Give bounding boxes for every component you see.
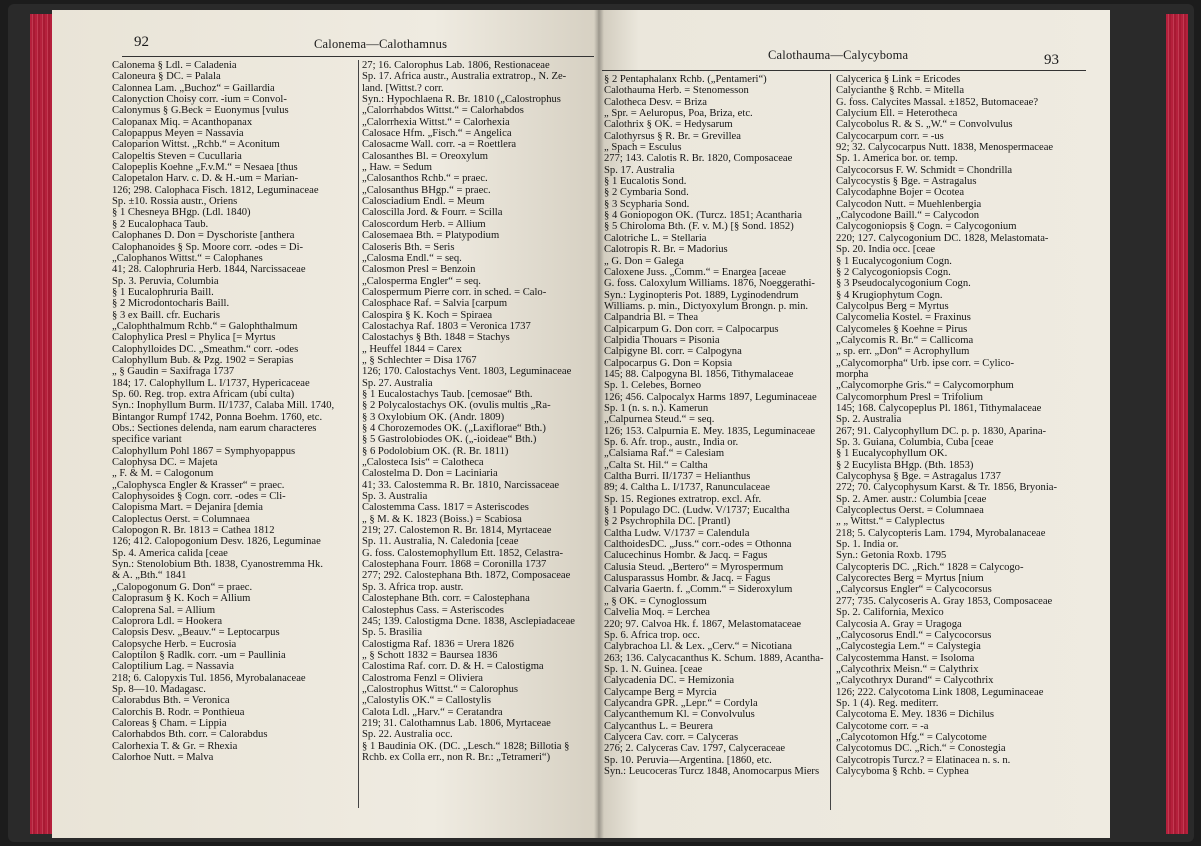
entry-line: Calusia Steud. „Bertero“ = Myrospermum (604, 561, 784, 573)
entry-line: Calycomeles § Koehne = Pirus (836, 323, 968, 335)
entry-line: Calorabdus Bth. = Veronica (112, 695, 230, 707)
entry-line: „ Haw. = Sedum (362, 162, 433, 174)
entry-line: „ Spach = Esculus (604, 142, 682, 154)
entry-line: & A. „Bth.“ 1841 (112, 570, 187, 582)
entry-line: Calopappus Meyen = Nassavia (112, 128, 244, 140)
entry-line: Calostephane Bth. corr. = Calostephana (362, 593, 530, 605)
entry-line: Syn.: Lyginopteris Pot. 1889, Lyginodendrum (604, 289, 799, 301)
entry-line: Calycerica § Link = Ericodes (836, 74, 961, 85)
entry-line: Calosmon Presl = Benzoin (362, 264, 476, 276)
entry-line: Sp. 1. N. Guinea. [ceae (604, 663, 703, 675)
entry-line: Sp. 11. Australia, N. Caledonia [ceae (362, 536, 519, 548)
entry-line: Calucechinus Hombr. & Jacq. = Fagus (604, 550, 768, 562)
entry-line: Calycostemma Hanst. = Isoloma (836, 652, 975, 664)
entry-line: 27; 16. Calorophus Lab. 1806, Restionaceae (362, 60, 550, 71)
entry-line: „ Spr. = Aeluropus, Poa, Briza, etc. (604, 108, 753, 120)
entry-line: Caloxene Juss. „Comm.“ = Enargea [aceae (604, 266, 786, 278)
entry-line: Sp. 27. Australia (362, 377, 433, 389)
entry-line: „ § OK. = Cynoglossum (604, 595, 707, 607)
entry-line: § 3 ex Baill. cfr. Eucharis (112, 309, 220, 321)
entry-line: Sp. 2. Amer. austr.: Columbia [ceae (836, 493, 987, 505)
entry-line: Sp. 1. India or. (836, 539, 899, 551)
entry-line: G. foss. Caloxylum Williams. 1876, Noeggerathi- (604, 278, 815, 290)
entry-line: Calosphace Raf. = Salvia [carpum (362, 298, 508, 310)
entry-line: Sp. 2. Australia (836, 414, 902, 426)
entry-line: § 5 Gastrolobiodes OK. („-ioideae“ Bth.) (362, 434, 537, 446)
entry-line: Calopeltis Steven = Cucullaria (112, 150, 242, 162)
entry-line: § 1 Baudinia OK. (DC. „Lesch.“ 1828; Billotia § (362, 740, 570, 752)
entry-line: Calostachya Raf. 1803 = Veronica 1737 (362, 320, 531, 332)
entry-line: Calophylica Presl = Phylica [= Myrtus (112, 332, 276, 344)
entry-line: § 1 Eucalostachys Taub. [cemosae“ Bth. (362, 388, 533, 400)
entry-line: „Calosteca Isis“ = Calotheca (362, 457, 484, 469)
right-head-rule (602, 70, 1086, 71)
entry-line: 184; 17. Calophyllum L. I/1737, Hypericaceae (112, 377, 310, 389)
right-column-1 (604, 74, 828, 822)
entry-line: Calvaria Gaertn. f. „Comm.“ = Sideroxylum (604, 584, 793, 596)
entry-line: Sp. 4. America calida [ceae (112, 547, 228, 559)
entry-line: Calostemma Cass. 1817 = Asteriscodes (362, 502, 529, 514)
entry-line: „ § Gaudin = Saxifraga 1737 (112, 366, 235, 378)
entry-line: Calycosia A. Gray = Uragoga (836, 618, 962, 630)
entry-line: § 2 Psychrophila DC. [Prantl) (604, 516, 731, 528)
entry-line: 277; 143. Calotis R. Br. 1820, Composaceae (604, 153, 793, 165)
entry-line: Calostachys § Bth. 1848 = Stachys (362, 332, 510, 344)
entry-line: Caloscilla Jord. & Fourr. = Scilla (362, 207, 503, 219)
entry-line: Calophysa DC. = Majeta (112, 457, 218, 469)
left-column-divider (358, 60, 359, 808)
left-page-edges (30, 14, 52, 834)
entry-line: Calopetalon Harv. c. D. & H.-um = Marian- (112, 173, 299, 185)
entry-line: Calycocystis § Bge. = Astragalus (836, 176, 977, 188)
entry-line: Caloplectus Oerst. = Columnaea (112, 513, 250, 525)
entry-line: § 1 Eucalotis Sond. (604, 176, 687, 188)
entry-line: § 2 Eucalophaca Taub. (112, 218, 209, 230)
entry-line: 126; 456. Calpocalyx Harms 1897, Leguminaceae (604, 391, 817, 403)
entry-line: Sp. 1 (4). Reg. mediterr. (836, 697, 939, 709)
open-book (8, 4, 1194, 842)
left-running-head: Calonema—Calothamnus (314, 37, 448, 51)
entry-line: Calotropis R. Br. = Madorius (604, 244, 728, 256)
entry-line: Calycium Ell. = Heterotheca (836, 108, 958, 120)
entry-line: 145; 168. Calycopeplus Pl. 1861, Tithymalaceae (836, 402, 1042, 414)
entry-line: Caloprora Ldl. = Hookera (112, 615, 223, 627)
entry-line: G. foss. Calostemophyllum Ett. 1852, Celastra- (362, 547, 563, 559)
entry-line: § 1 Eucalophruria Baill. (112, 286, 214, 298)
entry-line: Calorhexia T. & Gr. = Rhexia (112, 740, 238, 752)
entry-line: „Calycodone Baill.“ = Calycodon (836, 210, 980, 222)
entry-line: Calycyboma § Rchb. = Cyphea (836, 765, 969, 777)
entry-line: 277; 735. Calycoseris A. Gray 1853, Composaceae (836, 595, 1053, 607)
entry-line: § 2 Calycogoniopsis Cogn. (836, 266, 951, 278)
entry-line: Calycogoniopsis § Cogn. = Calycogonium (836, 221, 1017, 233)
entry-line: Calospira § K. Koch = Spiraea (362, 309, 493, 321)
entry-line: Sp. 1. America bor. or. temp. (836, 153, 958, 165)
entry-line: Calothrix § OK. = Hedysarum (604, 119, 733, 131)
entry-line: Caloscordum Herb. = Allium (362, 218, 486, 230)
right-page (598, 10, 1110, 838)
entry-line: Caloprasum § K. Koch = Allium (112, 593, 251, 605)
entry-line: Calonyction Choisy corr. -ium = Convol- (112, 94, 287, 106)
entry-line: Calpocarpus G. Don = Kopsia (604, 357, 733, 369)
right-column-2 (836, 74, 1098, 822)
entry-line: Calopogon R. Br. 1813 = Cathea 1812 (112, 525, 275, 537)
entry-line: § 4 Chorozemodes OK. („Laxiflorae“ Bth.) (362, 423, 546, 434)
right-running-head: Calothauma—Calycyboma (768, 48, 909, 62)
entry-line: Calopanax Miq. = Acanthopanax (112, 116, 253, 128)
entry-line: 92; 32. Calycocarpus Nutt. 1838, Menospermaceae (836, 142, 1054, 154)
entry-line: Calopsis Desv. „Beauv.“ = Leptocarpus (112, 627, 280, 639)
entry-line: „Calosma Endl.“ = seq. (362, 252, 462, 264)
entry-line: Calycomelia Kostel. = Fraxinus (836, 312, 971, 324)
entry-line: Calycodon Nutt. = Muehlenbergia (836, 198, 982, 210)
entry-line: 219; 31. Calothamnus Lab. 1806, Myrtaceae (362, 717, 551, 729)
entry-line: Calycotomus DC. „Rich.“ = Conostegia (836, 743, 1006, 755)
entry-line: Calothauma Herb. = Stenomesson (604, 85, 749, 97)
entry-line: Sp. 20. India occ. [ceae (836, 244, 936, 256)
entry-line: Calycophysa § Bge. = Astragalus 1737 (836, 471, 1001, 483)
entry-line: „ Heuffel 1844 = Carex (362, 343, 462, 355)
entry-line: Calycanthus L. = Beurera (604, 720, 713, 732)
entry-line: Calycadenia DC. = Hemizonia (604, 675, 735, 687)
entry-line: CalthoidesDC. „Juss.“ corr.-odes = Othonna (604, 539, 792, 551)
entry-line: „Calycorsus Engler“ = Calycocorsus (836, 584, 992, 596)
entry-line: Syn.: Getonia Roxb. 1795 (836, 550, 947, 562)
entry-line: Calostigma Raf. 1836 = Urera 1826 (362, 638, 514, 650)
entry-line: Calorhabdos Bth. corr. = Calorabdus (112, 729, 268, 741)
entry-line: § 5 Chiroloma Bth. (F. v. M.) [§ Sond. 1852) (604, 221, 794, 233)
entry-line: „ § Schott 1832 = Baursea 1836 (362, 649, 498, 661)
entry-line: Calorchis B. Rodr. = Ponthieua (112, 706, 245, 718)
entry-line: Calycotome corr. = -a (836, 720, 929, 732)
entry-line: „Calorrhabdos Wittst.“ = Calorhabdos (362, 105, 524, 117)
entry-line: Calvelia Moq. = Lerchea (604, 607, 710, 619)
entry-line: Syn.: Hypochlaena R. Br. 1810 („Calostrophus (362, 94, 561, 106)
entry-line: Sp. 3. Guiana, Columbia, Cuba [ceae (836, 437, 994, 448)
entry-line: Sp. 15. Regiones extratrop. excl. Afr. (604, 493, 762, 505)
entry-line: „Calycothrix Meisn.“ = Calythrix (836, 663, 979, 675)
entry-line: 277; 292. Calostephana Bth. 1872, Composaceae (362, 570, 571, 582)
entry-line: Calosemaea Bth. = Platypodium (362, 230, 500, 242)
entry-line: Sp. 17. Africa austr., Australia extratrop., N. Ze- (362, 71, 567, 83)
entry-line: Calophysoides § Cogn. corr. -odes = Cli- (112, 491, 286, 503)
entry-line: Sp. 2. California, Mexico (836, 607, 944, 619)
entry-line: 41; 28. Calophruria Herb. 1844, Narcissaceae (112, 264, 306, 276)
entry-line: 89; 4. Caltha L. I/1737, Ranunculaceae (604, 482, 770, 494)
entry-line: 276; 2. Calyceras Cav. 1797, Calyceraceae (604, 743, 786, 755)
entry-line: Calophanes D. Don = Dyschoriste [anthera (112, 230, 295, 242)
entry-line: Calosace Hfm. „Fisch.“ = Angelica (362, 128, 512, 140)
entry-line: § 4 Goniopogon OK. (Turcz. 1851; Acantharia (604, 210, 802, 222)
entry-line: Calpicarpum G. Don corr. = Calpocarpus (604, 323, 779, 335)
entry-line: „Calsiama Raf.“ = Calesiam (604, 448, 725, 460)
entry-line: 126; 412. Calopogonium Desv. 1826, Leguminae (112, 536, 321, 548)
entry-line: 126; 153. Calpurnia E. Mey. 1835, Leguminaceae (604, 425, 816, 437)
entry-line: Sp. 17. Australia (604, 164, 675, 176)
entry-line: § 3 Oxylobium OK. (Andr. 1809) (362, 411, 505, 423)
entry-line: „Calosperma Engler“ = seq. (362, 275, 481, 287)
entry-line: Calostelma D. Don = Laciniaria (362, 468, 498, 480)
entry-line: „Calophthalmum Rchb.“ = Galophthalmum (112, 320, 298, 332)
entry-line: Sp. 6. Africa trop. occ. (604, 629, 700, 641)
entry-line: „ § M. & K. 1823 (Boiss.) = Scabiosa (362, 513, 522, 525)
right-page-edges (1166, 14, 1188, 834)
entry-line: Calostephus Cass. = Asteriscodes (362, 604, 504, 616)
entry-line: Calybrachoa Ll. & Lex. „Cerv.“ = Nicotiana (604, 641, 792, 653)
left-page-number: 92 (134, 34, 149, 50)
entry-line: § 3 Scypharia Sond. (604, 198, 690, 210)
entry-line: Calopeplis Koehne „F.v.M.“ = Nesaea [thus (112, 162, 298, 174)
entry-line: „Calycostegia Lem.“ = Calystegia (836, 641, 981, 653)
entry-line: Sp. 6. Afr. trop., austr., India or. (604, 437, 739, 448)
entry-line: § 4 Krugiophytum Cogn. (836, 289, 943, 301)
entry-line: „ § Schlechter = Disa 1767 (362, 354, 477, 366)
entry-line: „ G. Don = Galega (604, 255, 684, 267)
entry-line: 218; 6. Calopyxis Tul. 1856, Myrobalanaceae (112, 672, 306, 684)
entry-line: Calotheca Desv. = Briza (604, 96, 707, 108)
entry-line: Sp. 1. Celebes, Borneo (604, 380, 702, 392)
entry-line: 220; 127. Calycogonium DC. 1828, Melastomata- (836, 232, 1049, 244)
entry-line: § 2 Cymbaria Sond. (604, 187, 689, 199)
entry-line: 219; 27. Calostemon R. Br. 1814, Myrtaceae (362, 525, 552, 537)
entry-line: Calonema § Ldl. = Caladenia (112, 60, 237, 71)
entry-line: Sp. 10. Peruvia—Argentina. [1860, etc. (604, 754, 772, 766)
left-head-rule (122, 56, 594, 57)
entry-line: 126; 222. Calycotoma Link 1808, Leguminaceae (836, 686, 1044, 698)
entry-line: Calosanthes Bl. = Oreoxylum (362, 150, 489, 162)
entry-line: Calophyllum Bub. & Pzg. 1902 = Serapias (112, 354, 294, 366)
entry-line: Caloprena Sal. = Allium (112, 604, 216, 616)
entry-line: „ F. & M. = Calogonum (112, 468, 214, 480)
entry-line: 145; 88. Calpogyna Bl. 1856, Tithymalaceae (604, 368, 794, 380)
entry-line: Williams. p. min., Dictyoxylum Brongn. p. min. (604, 300, 809, 312)
entry-line: 245; 139. Calostigma Dcne. 1838, Asclepiadaceae (362, 615, 575, 627)
entry-line: Calycandra GPR. „Lepr.“ = Cordyla (604, 697, 758, 709)
entry-line: Calostroma Fenzl = Oliviera (362, 672, 484, 684)
entry-line: § 1 Eucalycophyllum OK. (836, 448, 948, 460)
entry-line: Caloptilium Lag. = Nassavia (112, 661, 234, 673)
entry-line: Calpidia Thouars = Pisonia (604, 334, 720, 346)
entry-line: „Calophysca Engler & Krasser“ = praec. (112, 479, 285, 491)
entry-line: Caltha Burri. II/1737 = Helianthus (604, 471, 751, 483)
entry-line: § 1 Eucalycogonium Cogn. (836, 255, 952, 267)
entry-line: Calosacme Wall. corr. -a = Roettlera (362, 139, 517, 151)
entry-line: § 2 Polycalostachys OK. (ovulis multis „Ra- (362, 400, 551, 412)
entry-line: Calycodaphne Bojer = Ocotea (836, 187, 965, 199)
entry-line: Syn.: Inophyllum Burm. II/1737, Calaba Mill. 1740, (112, 400, 335, 412)
entry-line: Calosciadium Endl. = Meum (362, 196, 485, 208)
entry-line: 267; 91. Calycophyllum DC. p. p. 1830, Aparina- (836, 425, 1047, 437)
entry-line: land. [Wittst.? corr. (362, 82, 444, 94)
entry-line: Calonymus § G.Beck = Euonymus [vulus (112, 105, 289, 117)
entry-line: Sp. 22. Australia occ. (362, 729, 453, 741)
entry-line: „Calostylis OK.“ = Callostylis (362, 695, 491, 707)
entry-line: Calycorectes Berg = Myrtus [nium (836, 573, 984, 585)
entry-line: Calycobolus R. & S. „W.“ = Convolvulus (836, 119, 1013, 131)
entry-line: 126; 170. Calostachys Vent. 1803, Leguminaceae (362, 366, 572, 378)
left-page (52, 10, 598, 838)
entry-line: Calycomorphum Presl = Trifolium (836, 391, 983, 403)
entry-line: Calycianthe § Rchb. = Mitella (836, 85, 965, 97)
entry-line: Calycotoma E. Mey. 1836 = Dichilus (836, 709, 994, 721)
entry-line: Calycoplectus Oerst. = Columnaea (836, 505, 984, 517)
right-page-number: 93 (1044, 52, 1059, 68)
entry-line: Calopsyche Herb. = Eucrosia (112, 638, 237, 650)
entry-line: 272; 70. Calycophysum Karst. & Tr. 1856, Bryonia- (836, 482, 1057, 494)
entry-line: Calpigyne Bl. corr. = Calpogyna (604, 346, 742, 358)
entry-line: „Calophanos Wittst.“ = Calophanes (112, 252, 263, 264)
entry-line: § 3 Pseudocalycogonium Cogn. (836, 278, 971, 290)
entry-line: 218; 5. Calycopteris Lam. 1794, Myrobalanaceae (836, 527, 1046, 539)
entry-line: Caloptilon § Radlk. corr. -um = Paullinia (112, 649, 286, 661)
entry-line: Sp. 3. Peruvia, Columbia (112, 275, 219, 287)
entry-line: Sp. 3. Africa trop. austr. (362, 581, 464, 593)
entry-line: Calycocorsus F. W. Schmidt = Chondrilla (836, 164, 1013, 176)
entry-line: Sp. 1 (n. s. n.). Kamerun (604, 402, 709, 414)
entry-line: „Calorrhexia Wittst.“ = Calorhexia (362, 116, 510, 128)
entry-line: Calycanthemum Kl. = Convolvulus (604, 709, 755, 721)
entry-line: Bintangor Rumpf 1742, Ponna Boehm. 1760, etc. (112, 411, 323, 423)
entry-line: Calycotropis Turcz.? = Elatinacea n. s. n. (836, 754, 1011, 766)
entry-line: Sp. 60. Reg. trop. extra Africam (ubi culta) (112, 388, 295, 400)
entry-line: § 2 Microdontocharis Baill. (112, 298, 230, 310)
entry-line: Calospermum Pierre corr. in sched. = Calo- (362, 286, 547, 298)
entry-line: Calycolpus Berg = Myrtus (836, 300, 949, 312)
entry-line: Calotriche L. = Stellaria (604, 232, 707, 244)
entry-line: Rchb. ex Colla err., non R. Br.: „Tetrameri“) (362, 751, 551, 763)
entry-line: § 1 Populago DC. (Ludw. V/1737; Eucaltha (604, 505, 790, 517)
entry-line: Sp. ±10. Rossia austr., Oriens (112, 196, 238, 208)
entry-line: Obs.: Sectiones delenda, nam earum characteres (112, 423, 317, 434)
entry-line: Calophanoides § Sp. Moore corr. -odes = Di- (112, 241, 304, 253)
entry-line: „Calycotomon Hfg.“ = Calycotome (836, 731, 987, 743)
entry-line: Sp. 3. Australia (362, 491, 428, 503)
entry-line: 263; 136. Calycacanthus K. Schum. 1889, Acantha- (604, 652, 824, 664)
entry-line: „Calosanthos Rchb.“ = praec. (362, 173, 488, 185)
entry-line: „Calycomis R. Br.“ = Callicoma (836, 334, 974, 346)
entry-line: „Calosanthus BHgp.“ = praec. (362, 184, 491, 196)
book-gutter (594, 10, 604, 838)
entry-line: Calycocarpum corr. = -us (836, 130, 944, 142)
entry-line: specifice variant (112, 434, 182, 446)
entry-line: „ „ Wittst.“ = Calyplectus (836, 516, 945, 528)
entry-line: Caloparion Wittst. „Rchb.“ = Aconitum (112, 139, 280, 151)
entry-line: § 6 Podolobium OK. (R. Br. 1811) (362, 445, 509, 457)
entry-line: Caloreas § Cham. = Lippia (112, 717, 227, 729)
entry-line: G. foss. Calycites Massal. ±1852, Butomaceae? (836, 96, 1039, 108)
left-column-1 (112, 60, 356, 818)
entry-line: Calonnea Lam. „Buchoz“ = Gaillardia (112, 82, 275, 94)
entry-line: Calorhoe Nutt. = Malva (112, 751, 214, 763)
entry-line: Calothyrsus § R. Br. = Grevillea (604, 130, 741, 142)
right-column-divider (830, 74, 831, 810)
entry-line: Calostephana Fourr. 1868 = Coronilla 1737 (362, 559, 547, 571)
entry-line: morpha (836, 368, 869, 380)
entry-line: „Calycothryx Durand“ = Calycothrix (836, 675, 994, 687)
entry-line: „Calpurnea Steud.“ = seq. (604, 414, 715, 426)
entry-line: „Calycosorus Endl.“ = Calycocorsus (836, 629, 992, 641)
entry-line: § 1 Chesneya BHgp. (Ldl. 1840) (112, 207, 251, 219)
entry-line: Calusparassus Hombr. & Jacq. = Fagus (604, 573, 771, 585)
entry-line: „Calycomorphe Gris.“ = Calycomorphum (836, 380, 1014, 392)
entry-line: Caloneura § DC. = Palala (112, 71, 221, 83)
entry-line: Sp. 5. Brasilia (362, 627, 423, 639)
entry-line: „ sp. err. „Don“ = Acrophyllum (836, 346, 970, 358)
entry-line: „Calycomorpha“ Urb. ipse corr. = Cylico- (836, 357, 1015, 369)
entry-line: Calopisma Mart. = Dejanira [demia (112, 502, 264, 514)
left-column-2 (362, 60, 598, 818)
entry-line: „Calostrophus Wittst.“ = Calorophus (362, 683, 519, 695)
entry-line: 126; 298. Calophaca Fisch. 1812, Leguminaceae (112, 184, 319, 196)
entry-line: Calycera Cav. corr. = Calyceras (604, 731, 739, 743)
entry-line: Caltha Ludw. V/1737 = Calendula (604, 527, 750, 539)
entry-line: 220; 97. Calvoa Hk. f. 1867, Melastomataceae (604, 618, 802, 630)
entry-line: Calpandria Bl. = Thea (604, 312, 699, 324)
entry-line: Calostima Raf. corr. D. & H. = Calostigma (362, 661, 544, 673)
entry-line: § 2 Eucylista BHgp. (Bth. 1853) (836, 459, 974, 471)
entry-line: Calycopteris DC. „Rich.“ 1828 = Calycogo- (836, 561, 1024, 573)
entry-line: Syn.: Leucoceras Turcz 1848, Anomocarpus Miers (604, 765, 820, 777)
entry-line: „Calopogonum G. Don“ = praec. (112, 581, 253, 593)
entry-line: Calophyllum Pohl 1867 = Symphyopappus (112, 445, 296, 457)
entry-line: Calota Ldl. „Harv.“ = Ceratandra (362, 706, 503, 718)
entry-line: Syn.: Stenolobium Bth. 1838, Cyanostremma Hk. (112, 559, 323, 571)
entry-line: Calophylloides DC. „Smeathm.“ corr. -odes (112, 343, 299, 355)
entry-line: Caloseris Bth. = Seris (362, 241, 455, 253)
entry-line: Calycampe Berg = Myrcia (604, 686, 717, 698)
entry-line: „Calta St. Hil.“ = Caltha (604, 459, 708, 471)
entry-line: Sp. 8—10. Madagasc. (112, 683, 206, 695)
entry-line: § 2 Pentaphalanx Rchb. („Pentameri“) (604, 74, 767, 85)
entry-line: 41; 33. Calostemma R. Br. 1810, Narcissaceae (362, 479, 560, 491)
